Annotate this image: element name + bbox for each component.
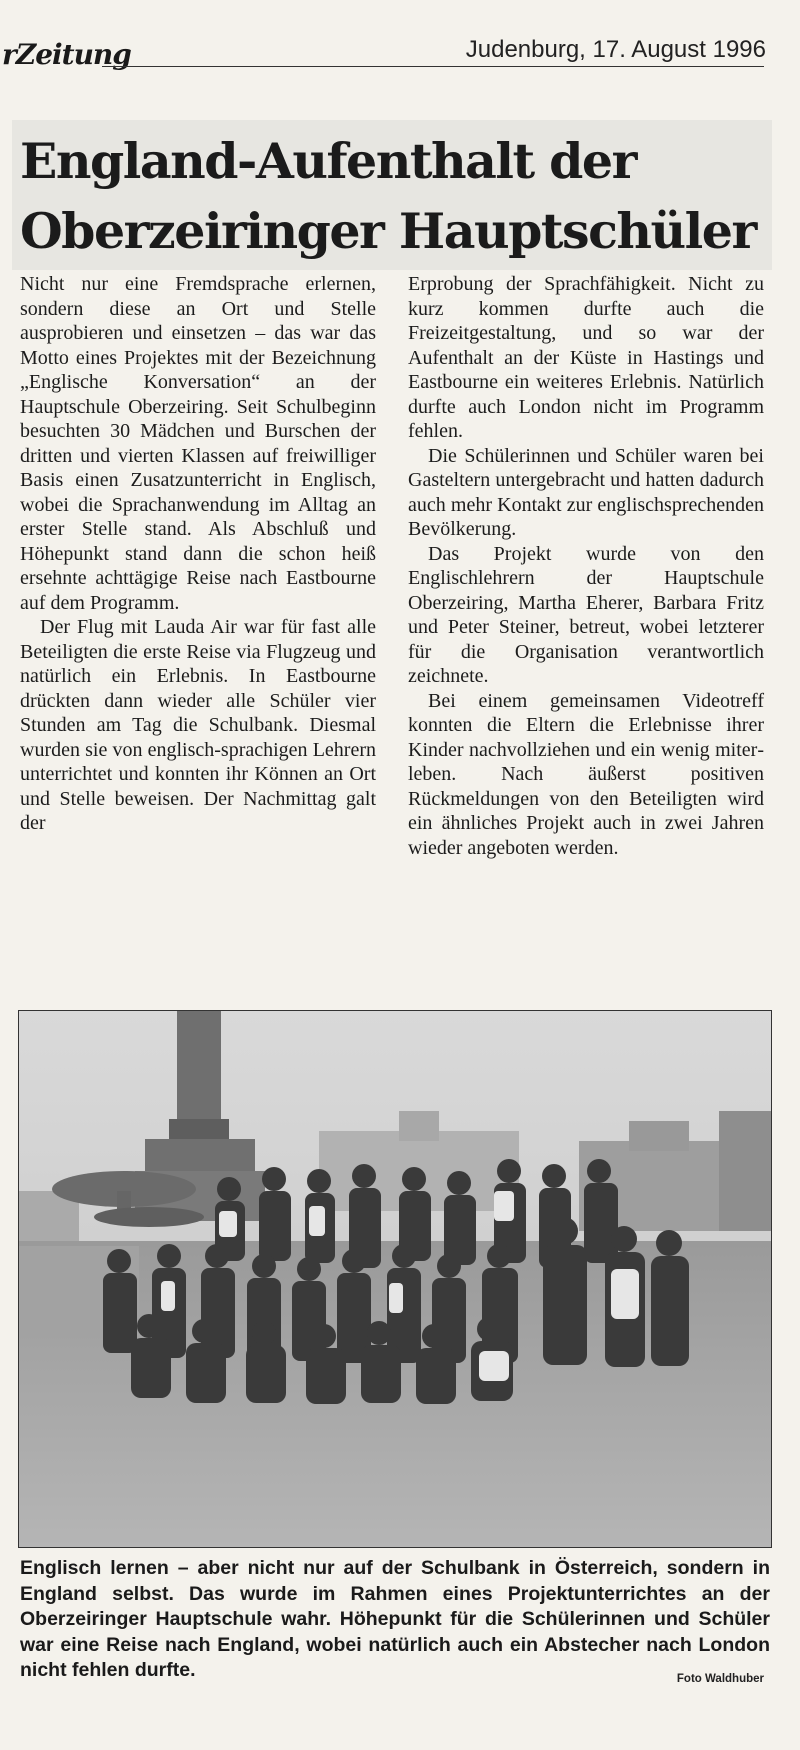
- article-paragraph: Bei einem gemeinsamen Videotreff konnten die Eltern die Erlebnisse ihrer Kinder nachvollziehen und ein wenig miterleben. Nach äußerst positiven Rückmeldungen von den Beteiligten wird ein ähnliches Projekt auch in zwei Jahren wieder angeboten werden.: [408, 689, 764, 859]
- article-paragraph: Der Flug mit Lauda Air war für fast alle Beteiligten die erste Reise via Flugzeug und natürlich ein Erlebnis. In Eastbourne drückten dann wieder alle Schüler vier Stunden am Tag die Schulbank. Diesmal wurden sie von englisch-sprachigen Lehrern unterrichtet und konnten ihr Können an Ort und Stelle beweisen. Der Nachmittag galt der: [20, 616, 376, 834]
- article-paragraph: Erprobung der Sprachfähigkeit. Nicht zu kurz kommen durfte auch die Freizeitgestaltung, und so war der Aufenthalt an der Küste in Hastings und Eastbourne ein weiteres Erlebnis. Natürlich durfte auch London nicht im Programm fehlen.: [408, 273, 764, 442]
- photo-credit: Foto Waldhuber: [676, 1673, 764, 1685]
- article-paragraph: Das Projekt wurde von den Englischlehrern der Hauptschule Oberzeiring, Martha Eherer, Barbara Fritz und Peter Steiner, betreut, wobei letzterer für die Organisation verantwortlich zeichnete.: [408, 542, 764, 687]
- dateline: Judenburg, 17. August 1996: [465, 36, 766, 63]
- masthead-rule: [102, 66, 764, 67]
- article-headline: England-Aufenthalt der Oberzeiringer Hauptschüler: [20, 132, 756, 260]
- masthead: [0, 30, 770, 71]
- group-photo: [18, 1010, 772, 1548]
- article-column-right: [408, 272, 764, 860]
- article-column-left: [20, 272, 376, 836]
- newspaper-name: rZeitung: [2, 38, 131, 71]
- article-paragraph: Nicht nur eine Fremdsprache erlernen, sondern diese an Ort und Stelle ausprobieren und einsetzen – das war das Motto eines Projektes mit der Bezeichnung „Englische Konversation“ an der Hauptschule Oberzeiring. Seit Schulbeginn besuchten 30 Mädchen und Burschen der dritten und vierten Klassen auf freiwilliger Basis einen Zusatzunterricht in Englisch, wobei die Sprachanwendung im Alltag an erster Stelle stand. Als Abschluß und Höhepunkt stand dann die schon heiß ersehnte achttägige Reise nach Eastbourne auf dem Programm.: [20, 273, 376, 614]
- article-body: [20, 272, 770, 992]
- photo-caption: Englisch lernen – aber nicht nur auf der Schulbank in Österreich, sondern in England selbst. Das wurde im Rahmen eines Projektunterrichtes an der Oberzeiringer Hauptschule wahr. Höhepunkt für die Schülerinnen und Schüler war eine Reise nach England, wobei natürlich auch ein Abstecher nach London nicht fehlen durfte.: [20, 1557, 770, 1681]
- article-paragraph: Die Schülerinnen und Schüler waren bei Gasteltern untergebracht und hatten dadurch auch mehr Kontakt zur englischsprechenden Bevölkerung.: [408, 444, 764, 540]
